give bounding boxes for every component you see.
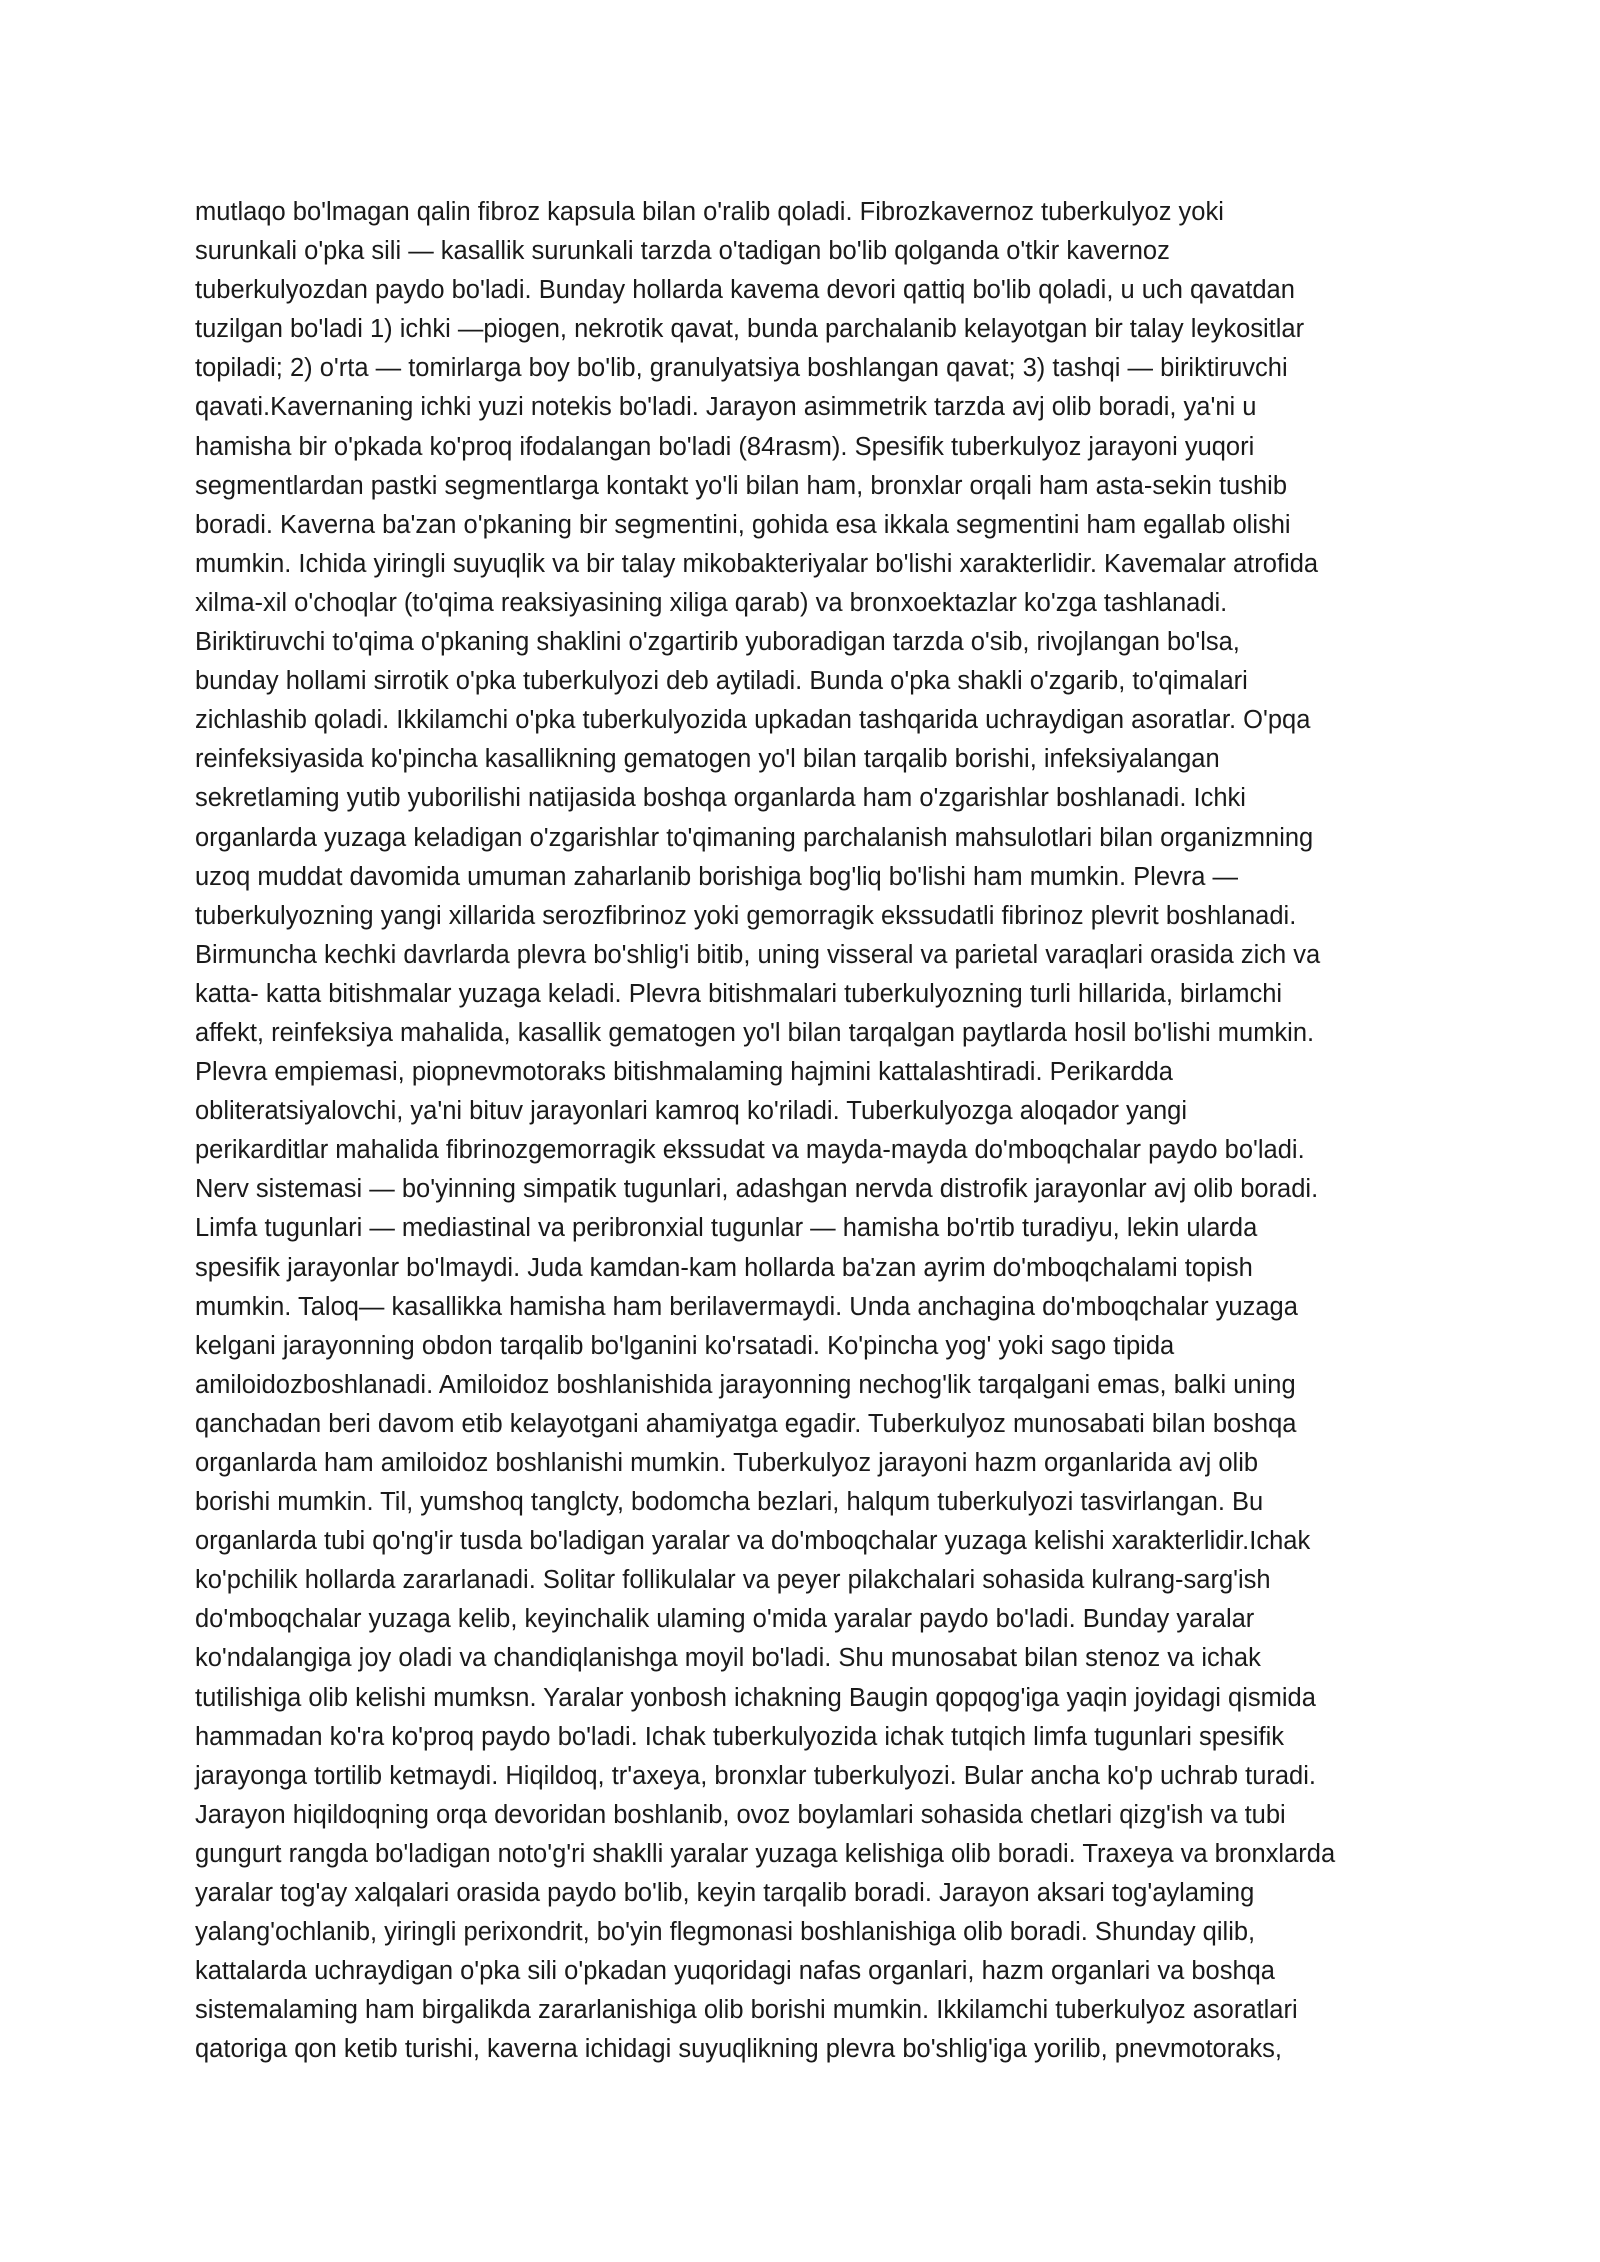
- text-line: yalang'ochlanib, yiringli perixondrit, bo'yin flegmonasi boshlanishiga olib boradi. Shunday qilib,: [195, 1918, 1256, 1947]
- text-line: yaralar tog'ay xalqalari orasida paydo bo'lib, keyin tarqalib boradi. Jarayon aksari tog'aylaming: [195, 1879, 1255, 1908]
- text-line: ko'ndalangiga joy oladi va chandiqlanishga moyil bo'ladi. Shu munosabat bilan stenoz va ichak: [195, 1644, 1261, 1673]
- text-line: spesifik jarayonlar bo'lmaydi. Juda kamdan-kam hollarda ba'zan ayrim do'mboqchalami topish: [195, 1253, 1253, 1282]
- text-line: Nerv sistemasi — bo'yinning simpatik tugunlari, adashgan nervda distrofik jarayonlar avj olib boradi.: [195, 1175, 1319, 1204]
- text-line: mumkin. Taloq— kasallikka hamisha ham berilavermaydi. Unda anchagina do'mboqchalar yuzaga: [195, 1292, 1298, 1321]
- text-line: reinfeksiyasida ko'pincha kasallikning gematogen yo'l bilan tarqalib borishi, infeksiyalangan: [195, 745, 1220, 774]
- text-line: qanchadan beri davom etib kelayotgani ahamiyatga egadir. Tuberkulyoz munosabati bilan boshqa: [195, 1409, 1297, 1438]
- text-line: Jarayon hiqildoqning orqa devoridan boshlanib, ovoz boylamlari sohasida chetlari qizg'ish va tubi: [195, 1800, 1286, 1829]
- body-text: [195, 193, 1410, 2070]
- text-line: organlarda yuzaga keladigan o'zgarishlar to'qimaning parchalanish mahsulotlari bilan organizmning: [195, 823, 1314, 852]
- text-line: Limfa tugunlari — mediastinal va peribronxial tugunlar — hamisha bo'rtib turadiyu, lekin ularda: [195, 1214, 1258, 1243]
- text-line: segmentlardan pastki segmentlarga kontakt yo'li bilan ham, bronxlar orqali ham asta-sekin tushib: [195, 471, 1288, 500]
- text-line: Biriktiruvchi to'qima o'pkaning shaklini o'zgartirib yuboradigan tarzda o'sib, rivojlangan bo'lsa,: [195, 628, 1240, 657]
- text-line: tuzilgan bo'ladi 1) ichki —piogen, nekrotik qavat, bunda parchalanib kelayotgan bir talay leykositlar: [195, 315, 1305, 344]
- text-line: sekretlaming yutib yuborilishi natijasida boshqa organlarda ham o'zgarishlar boshlanadi. Ichki: [195, 784, 1246, 813]
- text-line: katta- katta bitishmalar yuzaga keladi. Plevra bitishmalari tuberkulyozning turli hillarida, birlamchi: [195, 979, 1283, 1008]
- text-line: bunday hollami sirrotik o'pka tuberkulyozi deb aytiladi. Bunda o'pka shakli o'zgarib, to'qimalari: [195, 667, 1248, 696]
- text-line: mutlaqo bo'lmagan qalin fibroz kapsula bilan o'ralib qoladi. Fibrozkavernoz tuberkulyoz yoki: [195, 198, 1224, 226]
- text-line: obliteratsiyalovchi, ya'ni bituv jarayonlari kamroq ko'riladi. Tuberkulyozga aloqador yangi: [195, 1097, 1187, 1126]
- text-line: gungurt rangda bo'ladigan noto'g'ri shaklli yaralar yuzaga kelishiga olib boradi. Traxeya va bronxlarda: [195, 1839, 1336, 1868]
- text-line: qatoriga qon ketib turishi, kaverna ichidagi suyuqlikning plevra bo'shlig'iga yorilib, pnevmotoraks,: [195, 2035, 1282, 2064]
- text-line: topiladi; 2) o'rta — tomirlarga boy bo'lib, granulyatsiya boshlangan qavat; 3) tashqi — biriktiruvchi: [195, 354, 1288, 383]
- text-line: hamisha bir o'pkada ko'proq ifodalangan bo'ladi (84rasm). Spesifik tuberkulyoz jarayoni yuqori: [195, 432, 1255, 461]
- text-line: tuberkulyozdan paydo bo'ladi. Bunday hollarda kavema devori qattiq bo'lib qoladi, u uch qavatdan: [195, 276, 1295, 305]
- text-line: surunkali o'pka sili — kasallik surunkali tarzda o'tadigan bo'lib qolganda o'tkir kavernoz: [195, 237, 1170, 266]
- text-line: do'mboqchalar yuzaga kelib, keyinchalik ulaming o'mida yaralar paydo bo'ladi. Bunday yaralar: [195, 1605, 1255, 1634]
- text-line: qavati.Kavernaning ichki yuzi notekis bo'ladi. Jarayon asimmetrik tarzda avj olib boradi, ya'ni u: [195, 393, 1257, 422]
- text-line: zichlashib qoladi. Ikkilamchi o'pka tuberkulyozida upkadan tashqarida uchraydigan asoratlar. O'pqa: [195, 706, 1311, 735]
- text-line: mumkin. Ichida yiringli suyuqlik va bir talay mikobakteriyalar bo'lishi xarakterlidir. Kavemalar atrofida: [195, 549, 1319, 578]
- text-line: boradi. Kaverna ba'zan o'pkaning bir segmentini, gohida esa ikkala segmentini ham egallab olishi: [195, 510, 1291, 539]
- text-line: jarayonga tortilib ketmaydi. Hiqildoq, tr'axeya, bronxlar tuberkulyozi. Bular ancha ko'p uchrab turadi.: [195, 1761, 1316, 1790]
- text-line: Plevra empiemasi, piopnevmotoraks bitishmalaming hajmini kattalashtiradi. Perikardda: [195, 1058, 1173, 1087]
- text-line: organlarda tubi qo'ng'ir tusda bo'ladigan yaralar va do'mboqchalar yuzaga kelishi xarakterlidir.Ichak: [195, 1527, 1311, 1556]
- text-line: perikarditlar mahalida fibrinozgemorragik ekssudat va mayda-mayda do'mboqchalar paydo bo'ladi.: [195, 1136, 1305, 1165]
- text-line: tutilishiga olib kelishi mumksn. Yaralar yonbosh ichakning Baugin qopqog'iga yaqin joyidagi qismida: [195, 1683, 1316, 1712]
- text-line: affekt, reinfeksiya mahalida, kasallik gematogen yo'l bilan tarqalgan paytlarda hosil bo'lishi mumkin.: [195, 1018, 1315, 1047]
- text-line: ko'pchilik hollarda zararlanadi. Solitar follikulalar va peyer pilakchalari sohasida kulrang-sarg'ish: [195, 1566, 1271, 1595]
- text-line: tuberkulyozning yangi xillarida serozfibrinoz yoki gemorragik ekssudatli fibrinoz plevrit boshlanadi.: [195, 901, 1297, 930]
- text-line: hammadan ko'ra ko'proq paydo bo'ladi. Ichak tuberkulyozida ichak tutqich limfa tugunlari spesifik: [195, 1722, 1285, 1751]
- text-line: sistemalaming ham birgalikda zararlanishiga olib borishi mumkin. Ikkilamchi tuberkulyoz asoratlari: [195, 1996, 1298, 2025]
- text-line: kattalarda uchraydigan o'pka sili o'pkadan yuqoridagi nafas organlari, hazm organlari va boshqa: [195, 1957, 1275, 1986]
- text-line: uzoq muddat davomida umuman zaharlanib borishiga bog'liq bo'lishi ham mumkin. Plevra —: [195, 862, 1239, 891]
- text-line: xilma-xil o'choqlar (to'qima reaksiyasining xiliga qarab) va bronxoektazlar ko'zga tashlanadi.: [195, 588, 1228, 617]
- text-line: borishi mumkin. Til, yumshoq tanglcty, bodomcha bezlari, halqum tuberkulyozi tasvirlangan. Bu: [195, 1488, 1264, 1517]
- text-line: Birmuncha kechki davrlarda plevra bo'shlig'i bitib, uning visseral va parietal varaqlari orasida zich va: [195, 940, 1321, 969]
- text-line: kelgani jarayonning obdon tarqalib bo'lganini ko'rsatadi. Ko'pincha yog' yoki sago tipida: [195, 1331, 1175, 1360]
- text-line: amiloidozboshlanadi. Amiloidoz boshlanishida jarayonning nechog'lik tarqalgani emas, balki uning: [195, 1370, 1296, 1399]
- text-line: organlarda ham amiloidoz boshlanishi mumkin. Tuberkulyoz jarayoni hazm organlarida avj olib: [195, 1449, 1259, 1477]
